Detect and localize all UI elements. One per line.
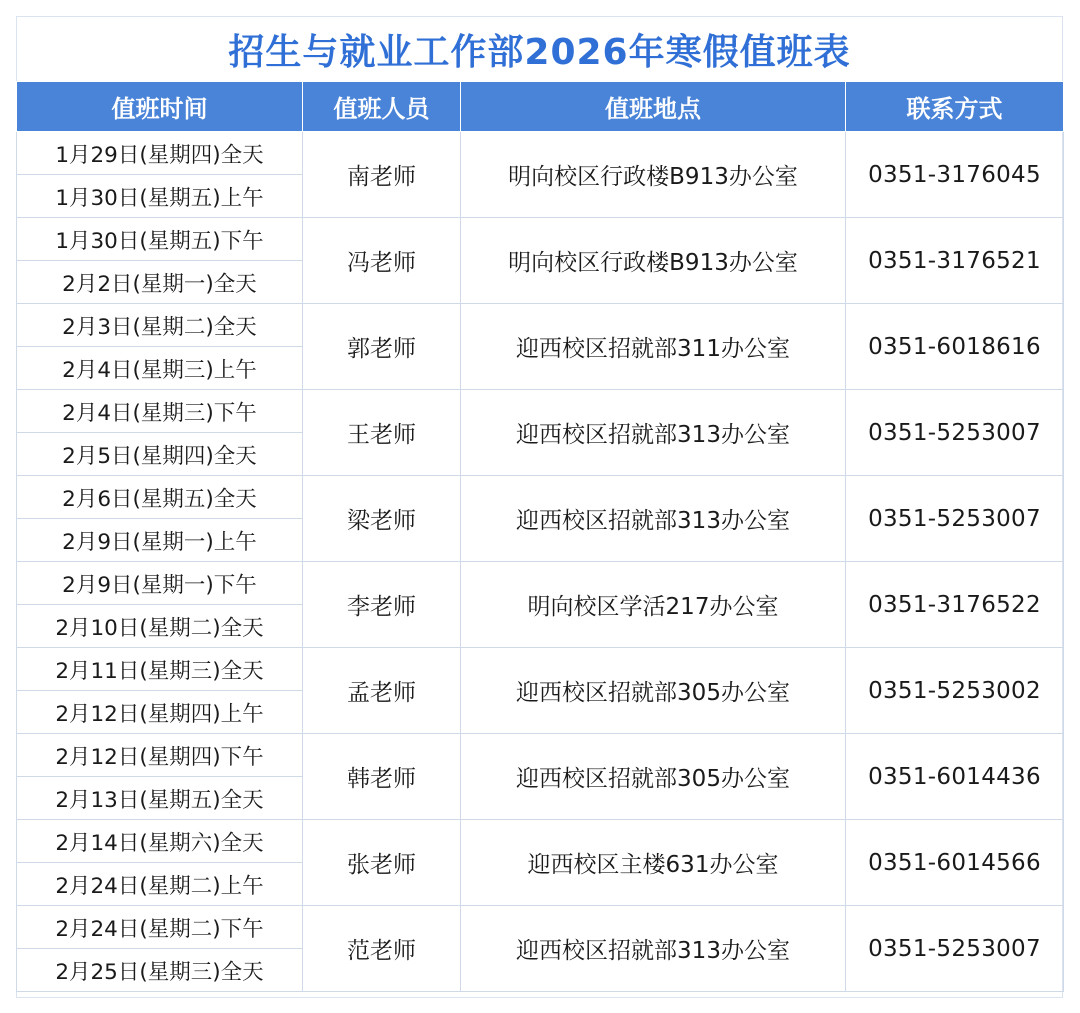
duty-person: 张老师 bbox=[303, 820, 461, 906]
duty-roster-sheet bbox=[16, 16, 1063, 998]
duty-date: 1月30日(星期五)上午 bbox=[17, 175, 303, 218]
duty-date: 1月29日(星期四)全天 bbox=[17, 132, 303, 175]
duty-date: 1月30日(星期五)下午 bbox=[17, 218, 303, 261]
header-person: 值班人员 bbox=[303, 82, 461, 132]
duty-person: 王老师 bbox=[303, 390, 461, 476]
duty-date: 2月2日(星期一)全天 bbox=[17, 261, 303, 304]
duty-date: 2月12日(星期四)下午 bbox=[17, 734, 303, 777]
duty-date: 2月24日(星期二)上午 bbox=[17, 863, 303, 906]
duty-roster-table bbox=[16, 81, 1064, 992]
duty-phone: 0351-6014566 bbox=[846, 820, 1064, 906]
duty-date: 2月5日(星期四)全天 bbox=[17, 433, 303, 476]
table-row bbox=[17, 304, 1064, 347]
duty-phone: 0351-3176045 bbox=[846, 132, 1064, 218]
duty-location: 迎西校区招就部305办公室 bbox=[461, 734, 846, 820]
title-bar bbox=[17, 17, 1062, 82]
duty-date: 2月10日(星期二)全天 bbox=[17, 605, 303, 648]
duty-person: 郭老师 bbox=[303, 304, 461, 390]
duty-phone: 0351-6014436 bbox=[846, 734, 1064, 820]
table-row bbox=[17, 562, 1064, 605]
table-row bbox=[17, 734, 1064, 777]
header-location: 值班地点 bbox=[461, 82, 846, 132]
duty-person: 孟老师 bbox=[303, 648, 461, 734]
duty-date: 2月13日(星期五)全天 bbox=[17, 777, 303, 820]
duty-location: 迎西校区招就部313办公室 bbox=[461, 390, 846, 476]
duty-date: 2月9日(星期一)上午 bbox=[17, 519, 303, 562]
duty-location: 迎西校区主楼631办公室 bbox=[461, 820, 846, 906]
table-row bbox=[17, 648, 1064, 691]
duty-person: 南老师 bbox=[303, 132, 461, 218]
duty-date: 2月6日(星期五)全天 bbox=[17, 476, 303, 519]
duty-date: 2月4日(星期三)下午 bbox=[17, 390, 303, 433]
duty-date: 2月14日(星期六)全天 bbox=[17, 820, 303, 863]
duty-location: 明向校区行政楼B913办公室 bbox=[461, 218, 846, 304]
duty-location: 迎西校区招就部311办公室 bbox=[461, 304, 846, 390]
duty-phone: 0351-5253007 bbox=[846, 906, 1064, 992]
duty-location: 明向校区学活217办公室 bbox=[461, 562, 846, 648]
table-header-row bbox=[17, 82, 1064, 132]
duty-date: 2月25日(星期三)全天 bbox=[17, 949, 303, 992]
duty-location: 迎西校区招就部313办公室 bbox=[461, 906, 846, 992]
table-row bbox=[17, 390, 1064, 433]
table-row bbox=[17, 820, 1064, 863]
table-row bbox=[17, 906, 1064, 949]
table-row bbox=[17, 132, 1064, 175]
duty-person: 韩老师 bbox=[303, 734, 461, 820]
duty-person: 李老师 bbox=[303, 562, 461, 648]
header-time: 值班时间 bbox=[17, 82, 303, 132]
table-body bbox=[17, 132, 1064, 992]
duty-phone: 0351-5253007 bbox=[846, 476, 1064, 562]
duty-date: 2月9日(星期一)下午 bbox=[17, 562, 303, 605]
duty-date: 2月24日(星期二)下午 bbox=[17, 906, 303, 949]
page-title: 招生与就业工作部2026年寒假值班表 bbox=[228, 31, 851, 73]
duty-date: 2月12日(星期四)上午 bbox=[17, 691, 303, 734]
duty-phone: 0351-3176521 bbox=[846, 218, 1064, 304]
duty-location: 迎西校区招就部313办公室 bbox=[461, 476, 846, 562]
duty-person: 冯老师 bbox=[303, 218, 461, 304]
table-row bbox=[17, 218, 1064, 261]
duty-person: 范老师 bbox=[303, 906, 461, 992]
duty-date: 2月3日(星期二)全天 bbox=[17, 304, 303, 347]
duty-location: 明向校区行政楼B913办公室 bbox=[461, 132, 846, 218]
duty-phone: 0351-3176522 bbox=[846, 562, 1064, 648]
header-contact: 联系方式 bbox=[846, 82, 1064, 132]
duty-date: 2月11日(星期三)全天 bbox=[17, 648, 303, 691]
duty-location: 迎西校区招就部305办公室 bbox=[461, 648, 846, 734]
duty-phone: 0351-5253007 bbox=[846, 390, 1064, 476]
duty-date: 2月4日(星期三)上午 bbox=[17, 347, 303, 390]
duty-phone: 0351-6018616 bbox=[846, 304, 1064, 390]
duty-person: 梁老师 bbox=[303, 476, 461, 562]
table-row bbox=[17, 476, 1064, 519]
duty-phone: 0351-5253002 bbox=[846, 648, 1064, 734]
